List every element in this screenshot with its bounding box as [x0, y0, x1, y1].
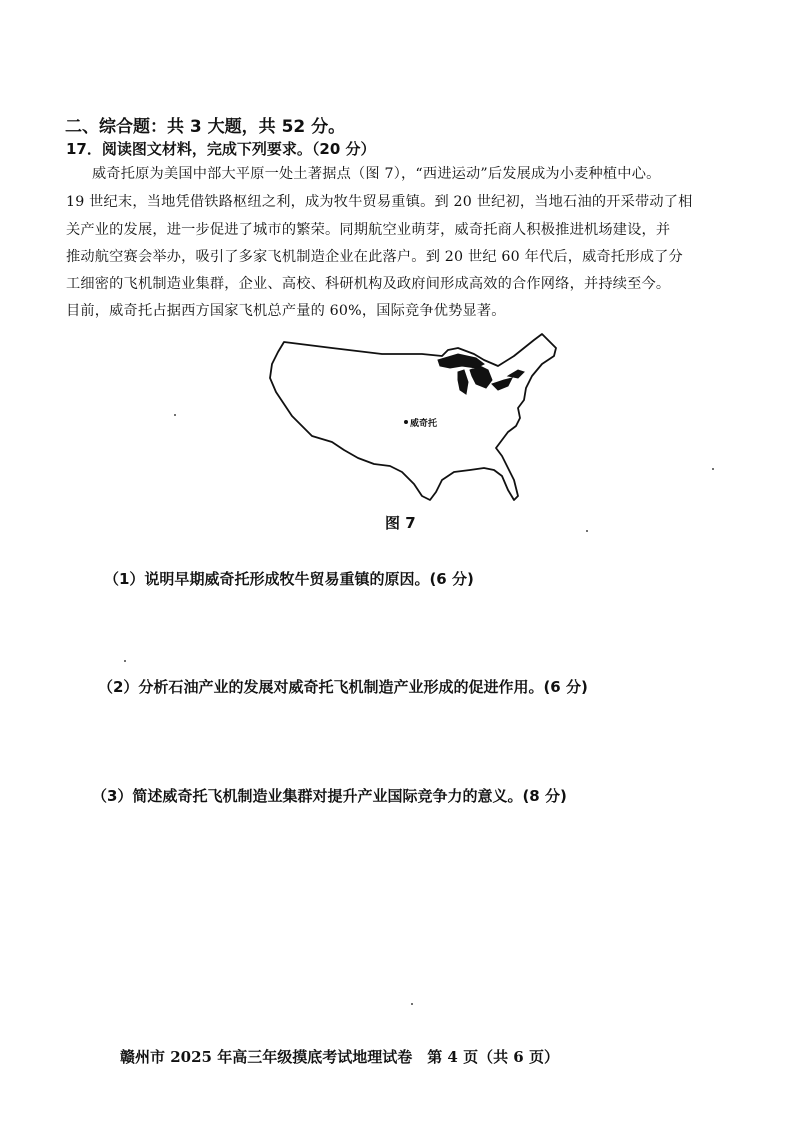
scan-speck: [174, 414, 176, 416]
scan-speck: [712, 468, 714, 470]
scan-speck: [586, 530, 588, 532]
wichita-marker: [404, 420, 408, 424]
paragraph-line: 推动航空赛会举办，吸引了多家飞机制造企业在此落户。到 20 世纪 60 年代后，威奇托形成了分: [66, 249, 683, 265]
sub-question-1: （1）说明早期威奇托形成牧牛贸易重镇的原因。(6 分): [104, 570, 474, 588]
paragraph-line: 19 世纪末，当地凭借铁路枢纽之利，成为牧牛贸易重镇。到 20 世纪初，当地石油的开采带动了相: [66, 194, 693, 210]
scan-speck: [124, 660, 126, 662]
section-heading: 二、综合题：共 3 大题，共 52 分。: [65, 117, 346, 137]
figure-caption: 图 7: [385, 514, 416, 532]
paragraph-line: 目前，威奇托占据西方国家飞机总产量的 60%，国际竞争优势显著。: [66, 303, 506, 319]
sub-question-2: （2）分析石油产业的发展对威奇托飞机制造产业形成的促进作用。(6 分): [98, 678, 588, 696]
usa-outline-map: [262, 330, 562, 508]
paragraph-line: 威奇托原为美国中部大平原一处土著据点（图 7），“西进运动”后发展成为小麦种植中心。: [92, 166, 661, 182]
scan-speck: [411, 1003, 413, 1005]
wichita-label: 威奇托: [410, 419, 438, 429]
paragraph-line: 关产业的发展，进一步促进了城市的繁荣。同期航空业萌芽，威奇托商人积极推进机场建设，并: [66, 222, 671, 238]
question-title: 17．阅读图文材料，完成下列要求。（20 分）: [66, 140, 376, 158]
usa-outline: [270, 334, 556, 500]
page-footer: 赣州市 2025 年高三年级摸底考试地理试卷 第 4 页（共 6 页）: [120, 1048, 559, 1066]
sub-question-3: （3）简述威奇托飞机制造业集群对提升产业国际竞争力的意义。(8 分): [92, 787, 567, 805]
paragraph-line: 工细密的飞机制造业集群，企业、高校、科研机构及政府间形成高效的合作网络，并持续至今。: [66, 276, 671, 292]
